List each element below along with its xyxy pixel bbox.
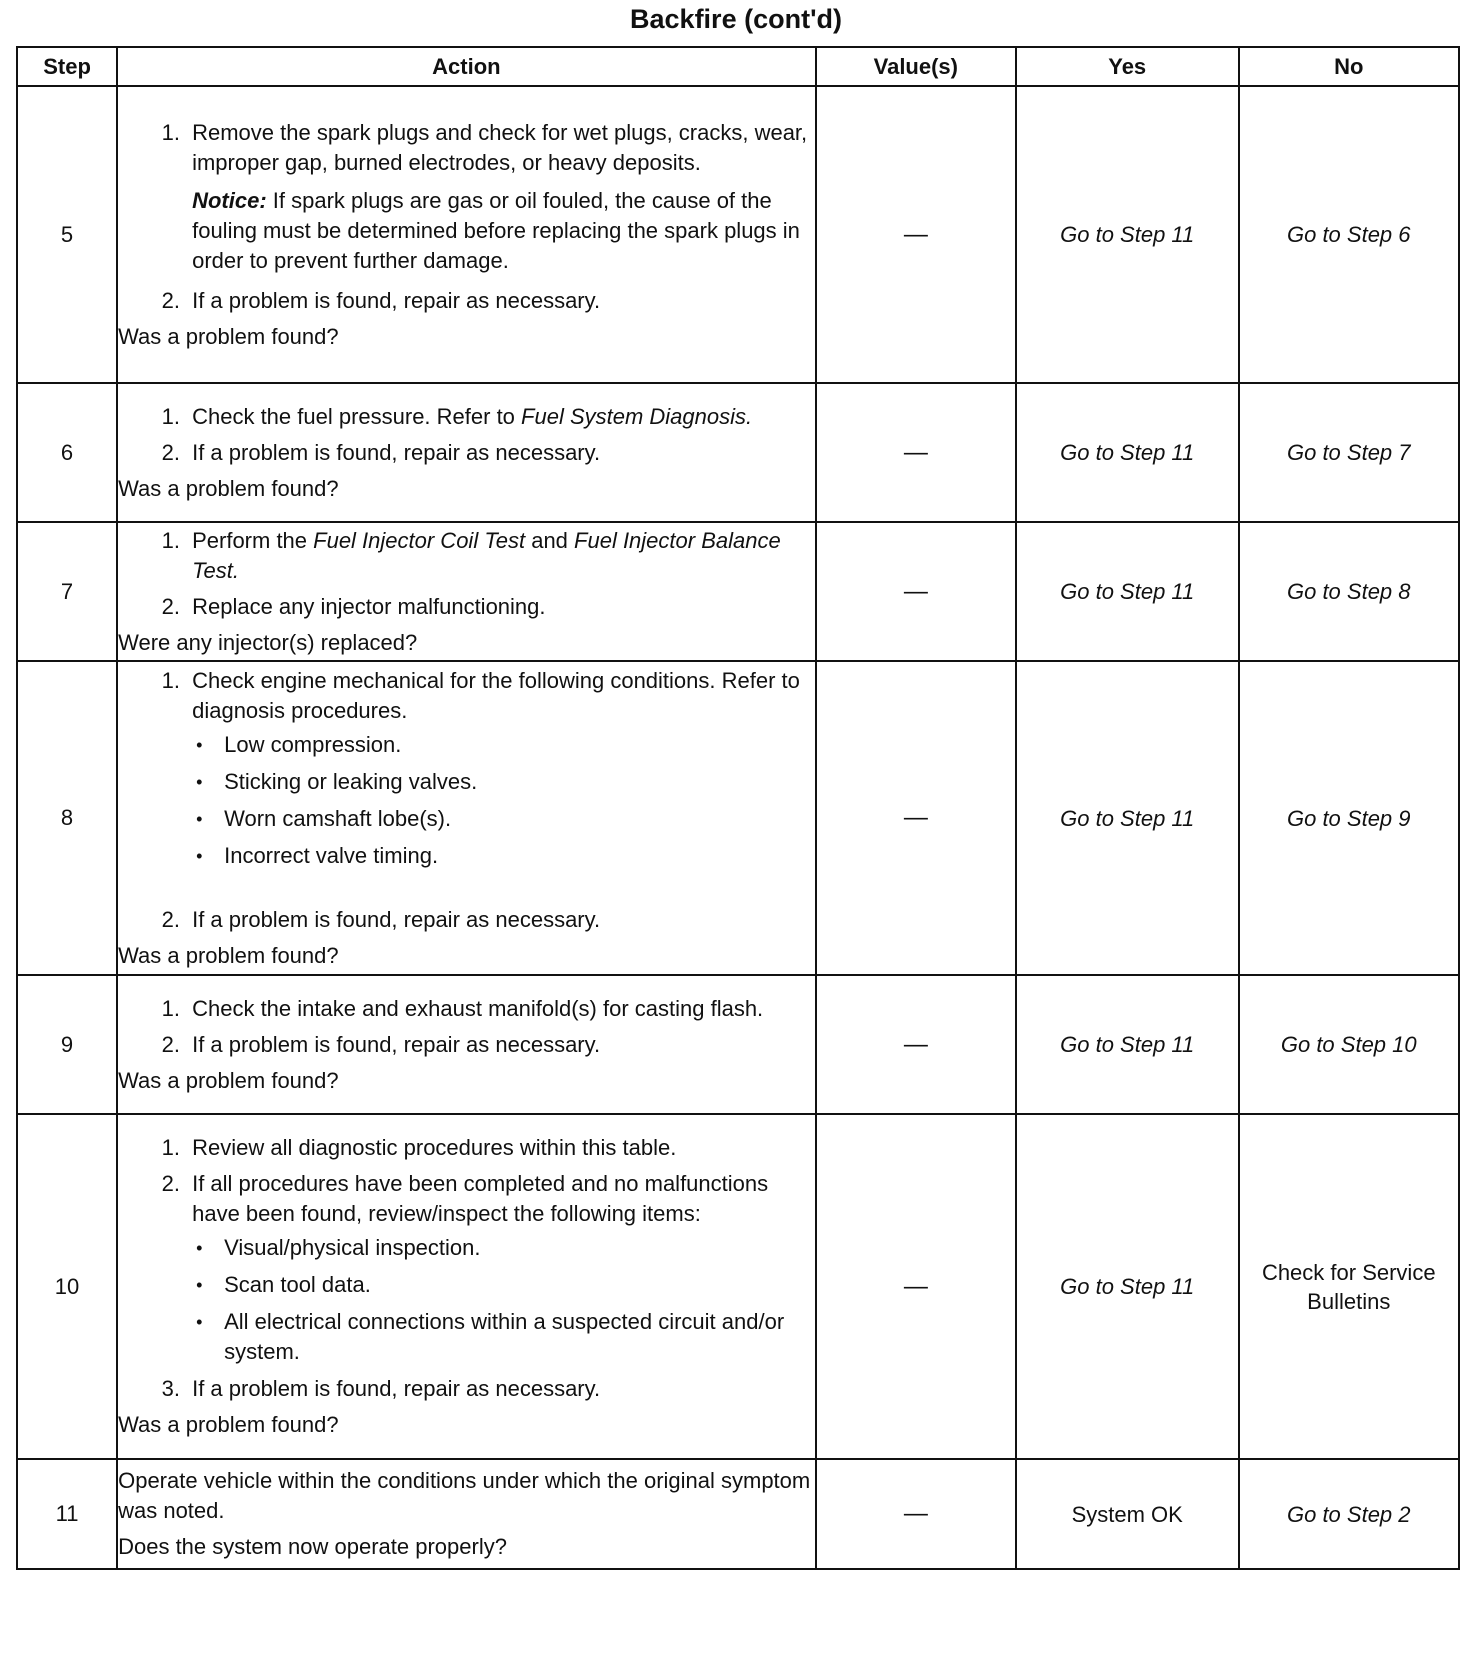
action-item: 2. If a problem is found, repair as necessary. (186, 286, 815, 316)
action-cell (117, 1114, 816, 1459)
step-number: 8 (17, 661, 117, 975)
action-item (186, 526, 815, 586)
action-item (186, 402, 815, 432)
action-item: 1. Review all diagnostic procedures within this table. (186, 1133, 815, 1163)
bullet-item: • Sticking or leaking valves. (218, 767, 815, 797)
question: Does the system now operate properly? (118, 1534, 507, 1559)
action-item: 2. If a problem is found, repair as necessary. (186, 905, 815, 935)
action-text: Check engine mechanical for the following conditions. Refer to diagnosis procedures. (192, 667, 800, 723)
page-title: Backfire (cont'd) (630, 4, 842, 34)
bullet-item: • All electrical connections within a suspected circuit and/or system. (218, 1307, 815, 1367)
question: Was a problem found? (118, 1067, 339, 1093)
table-row (17, 383, 1459, 522)
yes-cell: Go to Step 11 (1016, 86, 1239, 383)
action-item: 2. If a problem is found, repair as necessary. (186, 438, 815, 468)
question: Was a problem found? (118, 323, 339, 349)
no-cell: Go to Step 6 (1239, 86, 1460, 383)
step-number: 5 (17, 86, 117, 383)
action-item: 2. Replace any injector malfunctioning. (186, 592, 815, 622)
action-item: 1. Remove the spark plugs and check for wet plugs, cracks, wear, improper gap, burned electrodes, or heavy deposits. (186, 118, 815, 178)
question: Was a problem found? (118, 475, 339, 501)
value-cell: — (816, 86, 1016, 383)
notice-label: Notice: (192, 187, 267, 213)
table-row (17, 1459, 1459, 1569)
bullet-item: • Worn camshaft lobe(s). (218, 804, 815, 834)
no-cell: Go to Step 2 (1239, 1459, 1460, 1569)
reference-link: Fuel System Diagnosis. (521, 403, 753, 429)
step-number: 10 (17, 1114, 117, 1459)
action-cell (117, 1459, 816, 1569)
no-cell: Go to Step 9 (1239, 661, 1460, 975)
value-cell: — (816, 975, 1016, 1114)
yes-cell: Go to Step 11 (1016, 1114, 1239, 1459)
bullet-item: • Visual/physical inspection. (218, 1233, 815, 1263)
question: Were any injector(s) replaced? (118, 629, 418, 655)
no-cell: Check for Service Bulletins (1239, 1114, 1460, 1459)
step-number: 7 (17, 522, 117, 661)
action-cell (117, 661, 816, 975)
header-yes: Yes (1016, 47, 1239, 86)
action-text: and (525, 527, 575, 553)
question: Was a problem found? (118, 942, 339, 968)
value-cell: — (816, 522, 1016, 661)
no-cell: Go to Step 7 (1239, 383, 1460, 522)
yes-cell: Go to Step 11 (1016, 522, 1239, 661)
header-row (17, 47, 1459, 86)
reference-link: Fuel Injector Balance Test. (192, 527, 781, 583)
action-text: If all procedures have been completed and no malfunctions have been found, review/inspect the following items: (192, 1171, 769, 1226)
table-row (17, 522, 1459, 661)
notice (118, 186, 815, 276)
yes-cell: Go to Step 11 (1016, 661, 1239, 975)
table-row (17, 975, 1459, 1114)
action-cell (117, 383, 816, 522)
action-cell (117, 86, 816, 383)
header-values: Value(s) (816, 47, 1016, 86)
table-row (17, 1114, 1459, 1459)
action-text: Perform the (192, 527, 314, 553)
step-number: 11 (17, 1459, 117, 1569)
action-text: Operate vehicle within the conditions under which the original symptom was noted. (118, 1468, 811, 1523)
action-text: Check the fuel pressure. Refer to (192, 403, 522, 429)
bullet-item: • Scan tool data. (218, 1270, 815, 1300)
action-item (186, 1169, 815, 1367)
notice-text: If spark plugs are gas or oil fouled, the cause of the fouling must be determined before replacing the spark plugs in order to prevent further damage. (192, 187, 800, 273)
action-item: 3. If a problem is found, repair as necessary. (186, 1374, 815, 1404)
action-cell (117, 975, 816, 1114)
yes-cell: System OK (1016, 1459, 1239, 1569)
table-row (17, 661, 1459, 975)
header-step: Step (17, 47, 117, 86)
yes-cell: Go to Step 11 (1016, 383, 1239, 522)
value-cell: — (816, 1114, 1016, 1459)
action-item: 1. Check the intake and exhaust manifold(s) for casting flash. (186, 994, 815, 1024)
header-no: No (1239, 47, 1460, 86)
action-item: 2. If a problem is found, repair as necessary. (186, 1030, 815, 1060)
step-number: 9 (17, 975, 117, 1114)
bullet-item: • Low compression. (218, 730, 815, 760)
diagnostic-table (16, 46, 1460, 1570)
bullet-item: • Incorrect valve timing. (218, 841, 815, 871)
reference-link: Fuel Injector Coil Test (313, 527, 526, 553)
yes-cell: Go to Step 11 (1016, 975, 1239, 1114)
step-number: 6 (17, 383, 117, 522)
table-row (17, 86, 1459, 383)
no-cell: Go to Step 8 (1239, 522, 1460, 661)
no-cell: Go to Step 10 (1239, 975, 1460, 1114)
action-item (186, 666, 815, 871)
header-action: Action (117, 47, 816, 86)
question: Was a problem found? (118, 1412, 339, 1437)
value-cell: — (816, 661, 1016, 975)
action-cell (117, 522, 816, 661)
value-cell: — (816, 1459, 1016, 1569)
value-cell: — (816, 383, 1016, 522)
